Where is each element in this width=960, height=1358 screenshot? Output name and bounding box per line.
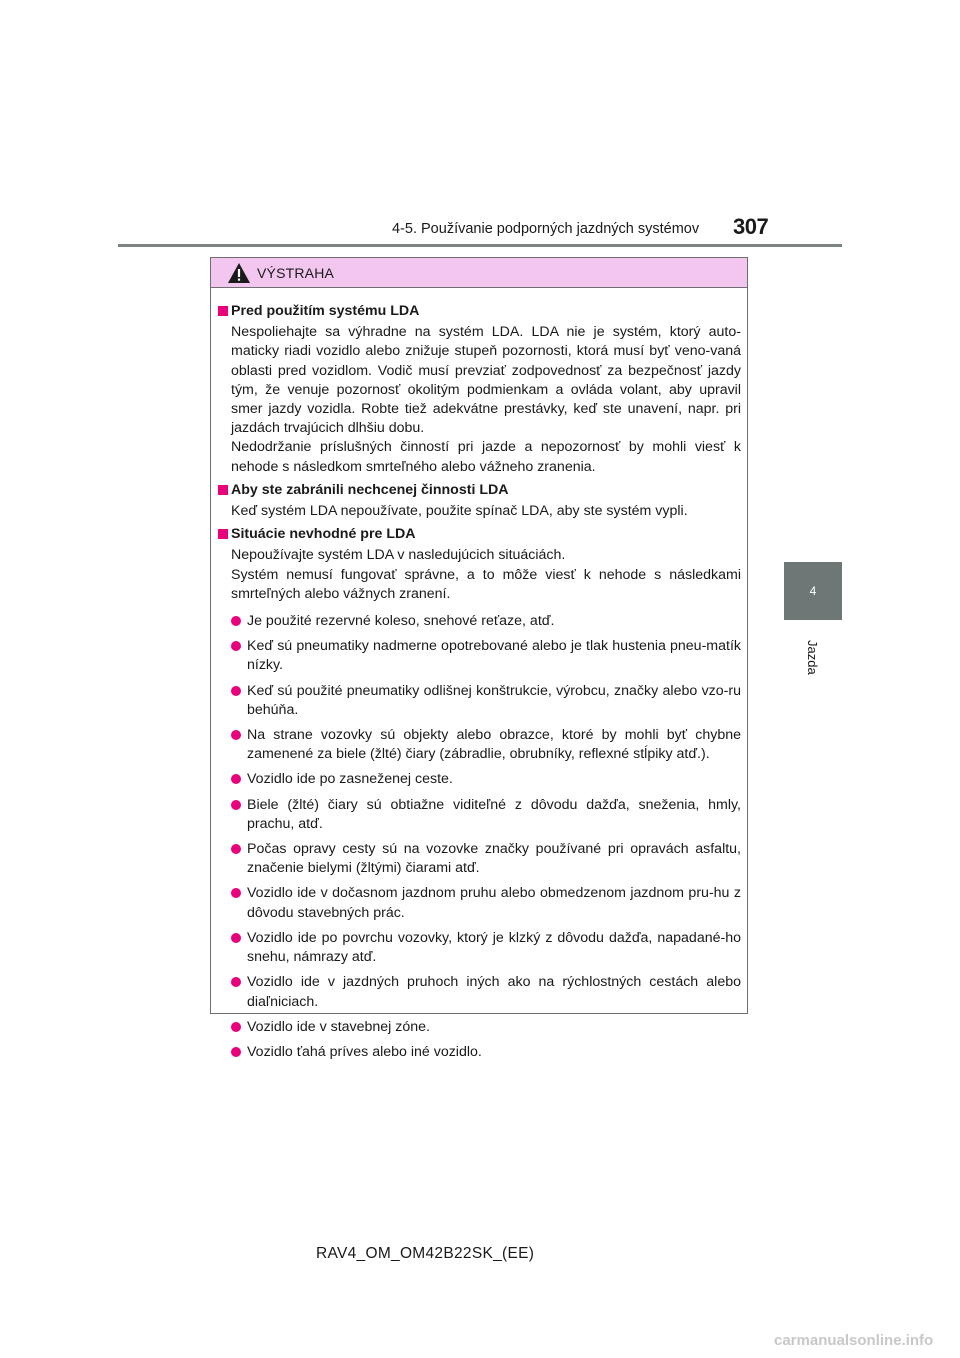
bullet-list — [217, 612, 741, 1062]
warning-triangle-icon — [227, 262, 251, 284]
paragraph: Nespoliehajte sa výhradne na systém LDA. LDA nie je systém, ktorý auto-maticky riadi vozidlo alebo znižuje stupeň pozornosti, ktorá musí byť veno-vaná oblasti pred vozidlom. Vodič musí prevziať zodpovednosť za bezpečnosť jazdy tým, že venuje pozornosť okolitým podmienkam a ovláda volant, aby upravil smer jazdy vozidla. Robte tiež adekvátne prestávky, keď ste unavení, napr. pri jazdách trvajúcich dlhšiu dobu. — [231, 324, 741, 437]
bullet-dot-icon — [231, 844, 241, 854]
list-item-text: Na strane vozovky sú objekty alebo obrazce, ktoré by mohli byť chybne zamenené za biele (žlté) čiary (zábradlie, obrubníky, reflexné stĺpiky atď.). — [247, 727, 741, 763]
bullet-dot-icon — [231, 641, 241, 651]
bullet-dot-icon — [231, 616, 241, 626]
list-item-text: Vozidlo ťahá príves alebo iné vozidlo. — [247, 1043, 482, 1060]
chapter-number: 4 — [809, 584, 817, 598]
header-divider — [118, 244, 842, 247]
document-code: RAV4_OM_OM42B22SK_(EE) — [316, 1245, 535, 1262]
section-heading — [217, 525, 741, 544]
warning-box — [210, 257, 748, 1060]
list-item — [217, 637, 741, 675]
bullet-dot-icon — [231, 977, 241, 987]
section-title: 4-5. Používanie podporných jazdných systémov — [392, 221, 700, 237]
bullet-dot-icon — [231, 888, 241, 898]
section-unsuitable-situations — [217, 525, 741, 1062]
paragraph: Nedodržanie príslušných činností pri jazde a nepozornosť by mohli viesť k nehode s následkom smrteľného alebo vážneho zranenia. — [231, 439, 741, 475]
watermark: carmanualsonline.info — [774, 1332, 934, 1349]
list-item-text: Počas opravy cesty sú na vozovke značky používané pri opravách asfaltu, značenie bielymi (žltými) čiarami atď. — [247, 841, 741, 877]
list-item-text: Keď sú pneumatiky nadmerne opotrebované alebo je tlak hustenia pneu-matík nízky. — [247, 638, 741, 674]
list-item — [217, 1043, 741, 1062]
bullet-dot-icon — [231, 774, 241, 784]
section-heading — [217, 302, 741, 321]
square-bullet-icon — [218, 529, 228, 539]
list-item-text: Keď sú použité pneumatiky odlišnej konštrukcie, výrobcu, značky alebo vzo-ru behúňa. — [247, 682, 741, 718]
list-item — [217, 884, 741, 922]
list-item — [217, 973, 741, 1011]
bullet-dot-icon — [231, 933, 241, 943]
list-item — [217, 612, 741, 631]
list-item-text: Vozidlo ide po povrchu vozovky, ktorý je klzký z dôvodu dažďa, napadané-ho snehu, námrazy atď. — [247, 929, 741, 966]
list-item-text: Vozidlo ide po zasneženej ceste. — [247, 771, 453, 788]
square-bullet-icon — [218, 306, 228, 316]
bullet-dot-icon — [231, 1047, 241, 1057]
list-item-text: Vozidlo ide v stavebnej zóne. — [247, 1018, 430, 1035]
square-bullet-icon — [218, 485, 228, 495]
list-item-text: Vozidlo ide v dočasnom jazdnom pruhu alebo obmedzenom jazdnom pru-hu z dôvodu stavebných prác. — [247, 885, 741, 921]
page-number: 307 — [733, 214, 769, 239]
list-item — [217, 726, 741, 764]
warning-title: VÝSTRAHA — [257, 264, 335, 281]
list-item — [217, 840, 741, 878]
warning-body — [211, 288, 747, 1062]
paragraph: Keď systém LDA nepoužívate, použite spínač LDA, aby ste systém vypli. — [231, 503, 688, 520]
bullet-dot-icon — [231, 730, 241, 740]
section-prevent-operation — [217, 481, 741, 521]
list-item — [217, 682, 741, 720]
warning-header — [211, 258, 747, 288]
section-heading-text: Aby ste zabránili nechcenej činnosti LDA — [231, 481, 509, 498]
bullet-dot-icon — [231, 800, 241, 810]
section-heading-text: Pred použitím systému LDA — [231, 303, 420, 319]
list-item — [217, 929, 741, 967]
bullet-dot-icon — [231, 1022, 241, 1032]
list-item-text: Je použité rezervné koleso, snehové reťaze, atď. — [247, 613, 555, 630]
chapter-tab — [784, 562, 842, 620]
bullet-dot-icon — [231, 686, 241, 696]
list-item-text: Biele (žlté) čiary sú obtiažne viditeľné z dôvodu dažďa, sneženia, hmly, prachu, atď. — [247, 796, 741, 832]
section-before-use — [217, 302, 741, 477]
list-item — [217, 1018, 741, 1037]
section-heading-text: Situácie nevhodné pre LDA — [231, 526, 416, 543]
paragraph: Systém nemusí fungovať správne, a to môže viesť k nehode s následkami smrteľných alebo vážnych zranení. — [231, 566, 741, 602]
chapter-label: Jazda — [805, 640, 820, 675]
list-item — [217, 796, 741, 834]
list-item-text: Vozidlo ide v jazdných pruhoch iných ako na rýchlostných cestách alebo diaľniciach. — [247, 974, 741, 1010]
section-heading — [217, 481, 741, 500]
list-item — [217, 770, 741, 789]
paragraph: Nepoužívajte systém LDA v nasledujúcich situáciách. — [231, 547, 566, 564]
